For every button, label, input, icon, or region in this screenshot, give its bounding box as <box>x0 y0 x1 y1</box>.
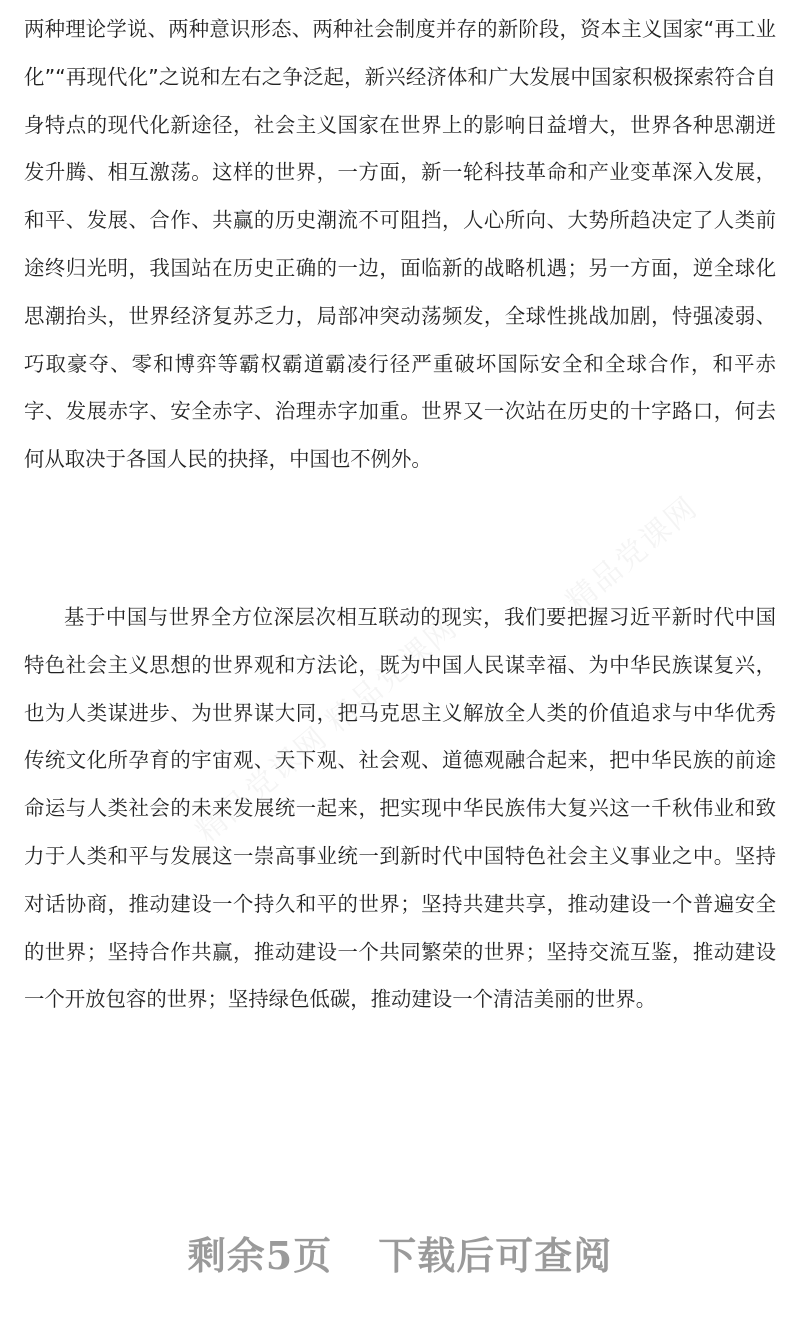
remaining-pages-label: 剩余5页 <box>187 1233 333 1278</box>
watermark-text: 精品党课网 <box>189 719 335 850</box>
paragraph-2: 基于中国与世界全方位深层次相互联动的现实，我们要把握习近平新时代中国特色社会主义思想的世界观和方法论，既为中国人民谋幸福、为中华民族谋复兴，也为人类谋进步、为世界谋大同，把马克思主义解放全人类的价值追求与中华优秀传统文化所孕育的宇宙观、天下观、社会观、道德观融合起来，把中华民族的前途命运与人类社会的未来发展统一起来，把实现中华民族伟大复兴这一千秋伟业和致力于人类和平与发展这一崇高事业统一到新时代中国特色社会主义事业之中。坚持对话协商，推动建设一个持久和平的世界；坚持共建共享，推动建设一个普遍安全的世界；坚持合作共赢，推动建设一个共同繁荣的世界；坚持交流互鉴，推动建设一个开放包容的世界；坚持绿色低碳，推动建设一个清洁美丽的世界。 <box>24 605 776 1012</box>
watermark-text: 精品党课网 <box>319 609 465 740</box>
watermark-text: 精品党课网 <box>559 489 705 620</box>
download-to-view-label: 下载后可查阅 <box>378 1233 613 1278</box>
paragraph-1: 两种理论学说、两种意识形态、两种社会制度并存的新阶段，资本主义国家“再工业化”“再现代化”之说和左右之争泛起，新兴经济体和广大发展中国家积极探索符合自身特点的现代化新途径，社会主义国家在世界上的影响日益增大，世界各种思潮迸发升腾、相互激荡。这样的世界，一方面，新一轮科技革命和产业变革深入发展，和平、发展、合作、共赢的历史潮流不可阻挡，人心所向、大势所趋决定了人类前途终归光明，我国站在历史正确的一边，面临新的战略机遇；另一方面，逆全球化思潮抬头，世界经济复苏乏力，局部冲突动荡频发，全球性挑战加剧，恃强凌弱、巧取豪夺、零和博弈等霸权霸道霸凌行径严重破坏国际安全和全球合作，和平赤字、发展赤字、安全赤字、治理赤字加重。世界又一次站在历史的十字路口，何去何从取决于各国人民的抉择，中国也不例外。 <box>24 17 776 472</box>
remaining-pages-banner[interactable] <box>0 1225 800 1280</box>
